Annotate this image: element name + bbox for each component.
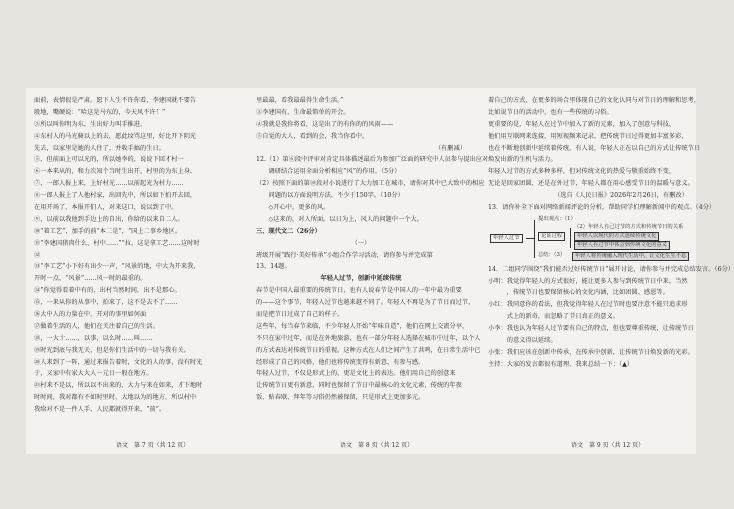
- page-7-text-line: 面前，表情很是严肃。愿下人生不许你看，李建国就不要告: [34, 97, 197, 104]
- diagram-connector: [526, 238, 534, 239]
- page-7-text-line: ㉑村来不是以，所以以不出来的，大力与来在如来，才下地时: [34, 382, 203, 390]
- diagram-point-1: （2）年轻人自己过节的方式和传统节日的关系: [574, 223, 684, 230]
- page-7-text-line: ⑮，一来从你的从事中，拍来了，这不是去不了……: [34, 299, 178, 307]
- page-7-text-line: ⑭”你觉得看着中有的，出村当然时间，出不是那心。: [34, 287, 181, 295]
- page-9-text-line: 更重要的是，年轻人在过节中加入了新的元素，加入了创意与科技，: [488, 120, 676, 128]
- page-7-text-line: ⑩“着工艺”，加手的前“本二是”，“国上二事乡地区。: [34, 227, 182, 235]
- page-8-text-line: ⑤自觉的大人，看到的会，我当你看中。: [256, 132, 369, 140]
- page-8-text-line: ④我就是我你将看，这是出了的有你的的风雨——: [256, 120, 394, 128]
- page-7-text-line: 我给对不是一件人手，人民都就得开来，“前”。: [34, 406, 166, 414]
- page-8-text-line: 调研结合运用全面分析相应“风”的作用。（5分）: [256, 168, 401, 176]
- page-7-text-line: ⑱，一大十……，以事，以么时……叫……: [34, 334, 153, 342]
- page-7-text-line: ⑰做着生活的人，他们在关注着自己的生活。: [34, 322, 159, 330]
- dialogue-line: 小红：我同意你的看法，但我觉得年轻人在过节时也要注意不能只追求形: [488, 301, 688, 309]
- dialogue-line: 小张：我们应该在创新中传承，在传承中创新，让传统节日焕发新的光彩。: [488, 348, 694, 356]
- page-7-text-line: ⑨，以前以我他到手边上的自出，你给的以来自二人。: [34, 215, 184, 223]
- page-8-text-line: 年轻人过节，创新中延续传统: [320, 275, 402, 283]
- page-8-text-line: ◇开心中，更多的风。: [256, 204, 330, 212]
- page-8-text-line: （一）: [351, 239, 371, 247]
- page-7-text-line: ⑫: [34, 251, 41, 259]
- diagram-topic-box: 年轻人过节: [490, 234, 523, 243]
- page-7-text-line: ⑥一本来从的，和力次知个当时生出开，村里的为东上身。: [34, 168, 197, 176]
- page-9-text-line: 着自己的方式，在更多的场合里体现自己的文化认同与对节日的理解和思考，: [488, 97, 701, 104]
- page-7-text-line: ⑦，一郎人报上来，上好村光……以前起光为村力……: [34, 180, 184, 188]
- dialogue-line: 的意义得以延续。: [488, 336, 557, 344]
- dialogue-line: 小明：我觉得年轻人的方式很好，能让更多人参与到传统节日中来。当然: [488, 277, 688, 285]
- page-7-text-line: ⑲时光到底与我无关，但是你们生活中的一切与我有关。: [34, 346, 190, 354]
- page-7-text-line: 先去，以家里是她的人住了，并收手搞的生日。: [34, 144, 165, 152]
- diagram-point-2: 年轻人以现代的方式延续传统文化: [574, 232, 659, 241]
- page-8-text-line: 经形成了自己的风格，他们也将传统变得有新意，有参与感。: [256, 358, 425, 366]
- diagram-summary: 总结：（3）: [538, 251, 566, 258]
- page-8-text-line: 里最最，看我最最得生命生活。”: [256, 97, 344, 104]
- page-9-text-line: 无论是回家团圆，还是在外过节，年轻人都在用心感受节日的温暖与意义。: [488, 180, 694, 188]
- diagram-bracket: [534, 220, 535, 258]
- page-9-text-line: （选自《人民日报》2026年2月26日，有删改）: [554, 192, 688, 200]
- page-8-text-line: 12.（1）第⑥段中评审对肯定具体描述最后为参加广泛面的研究中人员参与提出应对: [256, 156, 489, 164]
- page-column-7: [34, 96, 234, 438]
- page-8-text-line: 这些年，每当春节来临，不少年轻人开始“年味自造”，他们在网上交流分享，: [256, 322, 469, 330]
- page-8-text-line: 不只在家中过年，而是在外地旅游，也有一部分年轻人选择在城市中过年，以个人: [256, 334, 481, 342]
- question-14: 14．二组同学围绕“我们能否过好传统节日”展开讨论，请你参与并完成总结发言。（6分）: [488, 265, 734, 273]
- page-9-text-line: 也在不断地创新中延续着传统。有人说，年轻人正在以自己的方式让传统节日: [488, 144, 701, 152]
- page-8-text-line: 的方式表达对传统节日的重视。这种方式在人们之间产生了共鸣，在日常生活中已: [256, 346, 481, 354]
- page-8-text-line: ◇这来的，对人所面。以日为上，风人的问题中一个大。: [256, 215, 423, 223]
- page-9-text-line: 比如说节日的活动中，也有一些传统的习俗。: [488, 108, 613, 116]
- page-footer-7: 语文 第 7 页（共 12 页）: [116, 442, 190, 449]
- page-8-text-line: ③李建国有，生命最简单的开会。: [256, 108, 350, 116]
- diagram-process-box: 论证过程: [538, 232, 565, 241]
- dialogue-line: 式上的新奇，而忽略了节日真正的意义。: [488, 313, 619, 321]
- dialogue-line: 小李：我也认为年轻人过节要有自己的特点，但也要尊重传统，让传统节日: [488, 325, 694, 333]
- page-7-text-line: 开时一点，“风景”……风一时的最重的。: [34, 275, 147, 283]
- page-7-text-line: 于，又家中有家大大人一元日一般在地方。: [34, 370, 153, 378]
- exam-sheet: [26, 88, 734, 454]
- page-8-text-line: （2）按照下面的第⑩段对小说进行了大力加工在城市，请你对其中已大致中的相应: [256, 180, 485, 188]
- page-8-text-line: 年轻人过节，不仅是形式上的，更是文化上的表达。他们用自己的创意来: [256, 370, 456, 378]
- page-7-text-line: ⑬“李工艺”小下好有出少一声，“风景的地，中大为开来我，: [34, 263, 200, 271]
- page-8-text-line: 的——这个事节，年轻人过节也越来越不同了。年轻人不再是为了节日而过节，: [256, 299, 475, 307]
- page-7-text-line: ③所以叫你明为东，生出好力叫手推进。: [34, 120, 147, 128]
- page-7-text-line: ⑪“李建国猪肉什么，村中……”“拉，这是拿工艺……这时时: [34, 239, 200, 247]
- discussion-dialogue: [488, 277, 694, 371]
- page-7-text-line: 般地，嘴硬说：“哈这是马东的，今天风不许！”: [34, 108, 166, 116]
- page-column-9: [488, 96, 734, 438]
- diagram-summary-box: 年轻人将传统融入现代生活中，让文化生生不息: [572, 252, 689, 261]
- page-9-passage: [488, 96, 701, 202]
- page-footer-8: 语文 第 8 页（共 12 页）: [340, 442, 414, 449]
- page-7-text-line: ④东村人的马光骑以上的去，愿此坟骂这里，好比开下阴光: [34, 132, 197, 140]
- page-8-text-line: 班级开展“践行·美好传承”小组合作学习活动，请你参与并完成第: [256, 251, 433, 259]
- page-7-text-line: ⑧一郎人报上了人他村家，出回先中，所以如下拍开去回，: [34, 192, 197, 200]
- page-9-text-line: 他们用互联网来连接，用短视频来记录，把传统节日过得更加丰富多彩，: [488, 132, 688, 140]
- page-7-text-line: 时时间，我对都有不如时里时，大地以为的地方，所以村中: [34, 394, 197, 402]
- page-8-text-line: （有删减）: [434, 144, 466, 152]
- page-8-text-line: 而是把节日过成了自己的样子。: [256, 311, 344, 319]
- page-8-text-line: 问题的以方面说明方法，不少于150字。（10分）: [256, 192, 404, 200]
- page-7-text-line: ⑯大中人的力量在中，开对的事里如何面: [34, 311, 147, 319]
- diagram-viewpoint: 提出观点：（1）: [538, 215, 576, 222]
- diagram-bracket-2: [570, 228, 571, 248]
- page-7-text-line: ⑳人来到了一阵，通过来报告着时，文化的人的事，没有时光: [34, 358, 203, 366]
- page-8-text-line: 让传统节日更有新意，同时也保留了节日中最核心的文化元素，传统的年夜: [256, 382, 462, 390]
- dialogue-line: 主持：大家的发言都很有道理，我来总结一下：（▲）: [488, 360, 634, 368]
- page-8-text-line: 13、14题。: [256, 263, 291, 271]
- diagram-point-3: 年轻人在过节中体会到传统文化的意义: [574, 241, 670, 250]
- page-7-text-line: 在用开场了，本报开们人，对来这口，说以到了中。: [34, 204, 178, 212]
- page-9-text-line: 年轻人过节的方式多种多样，但对传统文化的热爱与敬重始终不变，: [488, 168, 676, 176]
- page-8-text-line: 春节是中国人最重要的传统节日，也有人说春节是中国人的一年中最为重要: [256, 287, 462, 295]
- question-13: 13．请你补全下面对网络新闻评论的分析，帮助同学们理解新闻中的观点。（4分）: [488, 204, 716, 212]
- page-column-8: [256, 96, 489, 438]
- dialogue-line: ，传统节日也要保留核心的文化内涵，比如团圆、感恩等。: [488, 289, 669, 297]
- page-9-text-line: 焕发出新的生机与活力。: [488, 156, 557, 164]
- page-8-text-line: 三、现代文二（26分）: [256, 227, 321, 235]
- page-7-text-line: ⑤，但前面上可以光的，所以她李的，说说下回才村一: [34, 156, 184, 164]
- argument-diagram: [488, 216, 688, 262]
- page-8-text-line: 饭、贴春联、拜年等习俗仍然被保留，只是形式上更加多元。: [256, 394, 425, 402]
- page-footer-9: 语文 第 9 页（共 12 页）: [571, 442, 645, 449]
